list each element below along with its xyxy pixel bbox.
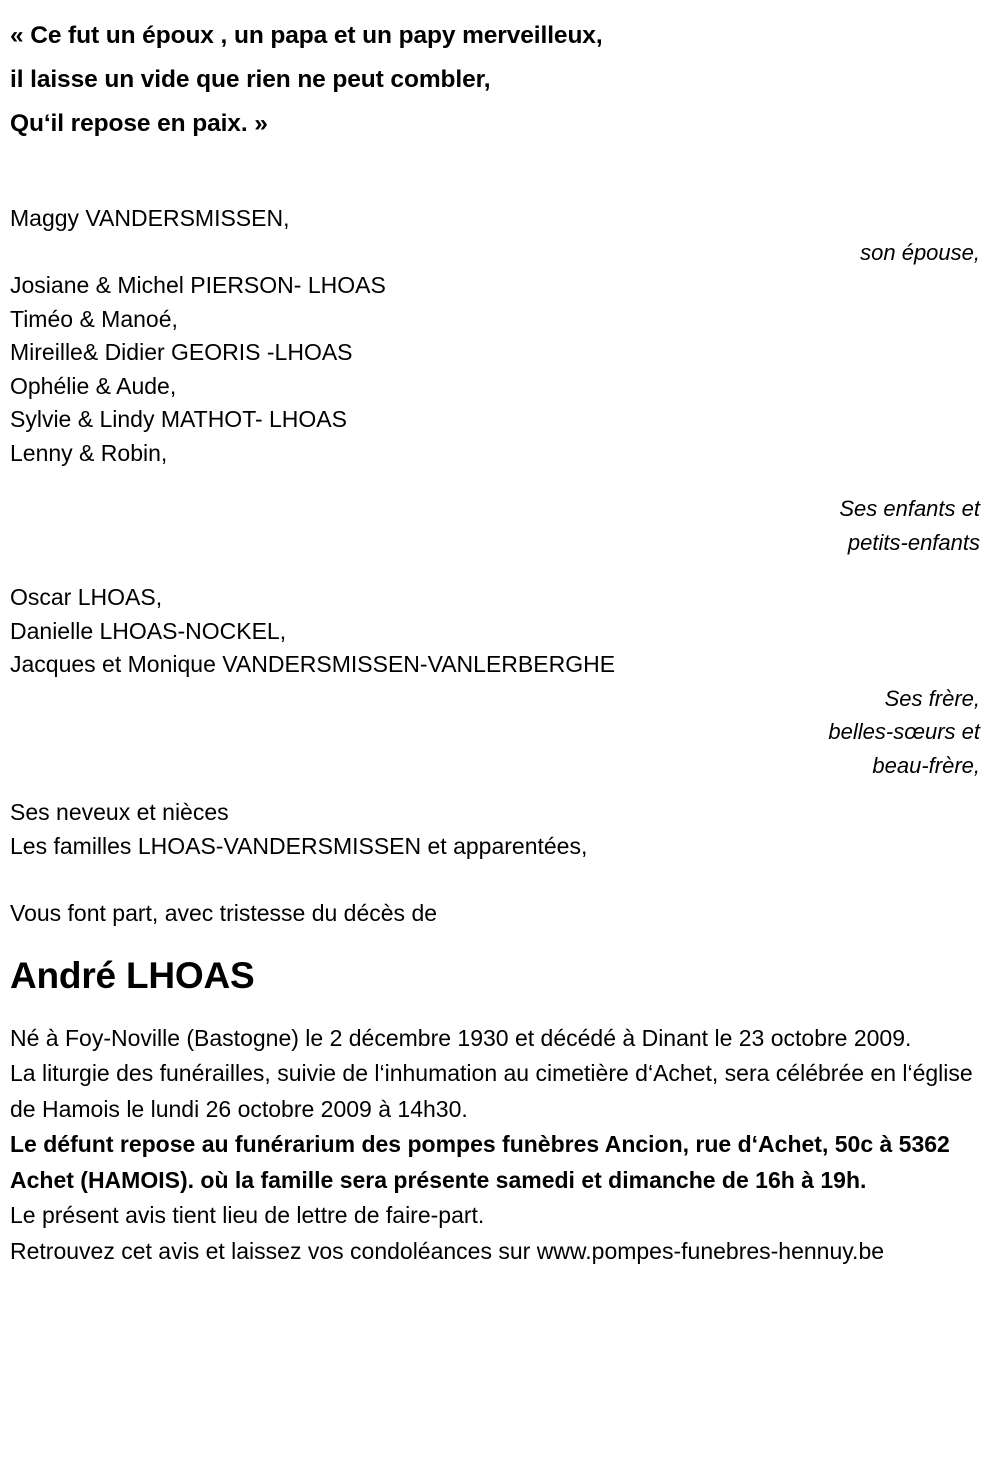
child-line-6: Lenny & Robin,	[10, 439, 168, 466]
spouse-section	[10, 202, 990, 269]
detail-funerarium: Le défunt repose au funérarium des pompes funèbres Ancion, rue d‘Achet, 50c à 5362 Achet (HAMOIS). où la famille sera présente samedi et dimanche de 16h à 19h.	[10, 1131, 950, 1193]
spouse-relation-line: son épouse,	[860, 239, 980, 265]
spouse-name: Maggy VANDERSMISSEN,	[10, 205, 290, 231]
detail-condolences: Retrouvez cet avis et laissez vos condoléances sur www.pompes-funebres-hennuy.be	[10, 1237, 885, 1264]
children-relation	[10, 492, 990, 559]
child-line-4: Ophélie & Aude,	[10, 372, 177, 399]
detail-birth-death: Né à Foy-Noville (Bastogne) le 2 décembre 1930 et décédé à Dinant le 23 octobre 2009.	[10, 1024, 912, 1051]
extended-family-line-1: Ses neveux et nièces	[10, 799, 229, 825]
siblings-relation-line-3: beau-frère,	[872, 752, 980, 778]
quote-line-3: Qu‘il repose en paix. »	[10, 110, 268, 137]
spouse-relation	[10, 236, 990, 270]
sibling-line-2: Danielle LHOAS-NOCKEL,	[10, 617, 287, 644]
spacer	[10, 470, 990, 492]
deceased-name: André LHOAS	[10, 954, 255, 996]
spacer	[10, 782, 990, 796]
children-relation-line-2: petits-enfants	[847, 529, 980, 555]
siblings-section	[10, 581, 990, 782]
siblings-relation	[10, 682, 990, 783]
child-line-1: Josiane & Michel PIERSON- LHOAS	[10, 272, 386, 298]
spacer	[10, 559, 990, 581]
extended-family-section	[10, 796, 990, 863]
opening-quote	[10, 0, 990, 146]
quote-line-1: « Ce fut un époux , un papa et un papy merveilleux,	[10, 22, 603, 49]
children-relation-line-1: Ses enfants et	[839, 496, 980, 521]
sibling-line-3: Jacques et Monique VANDERSMISSEN-VANLERBERGHE	[10, 651, 616, 677]
children-section	[10, 269, 990, 559]
spacer	[10, 863, 990, 897]
spacer	[10, 931, 990, 953]
siblings-relation-line-1: Ses frère,	[884, 685, 980, 711]
child-line-2: Timéo & Manoé,	[10, 305, 178, 332]
child-line-5: Sylvie & Lindy MATHOT- LHOAS	[10, 406, 347, 432]
sibling-line-1: Oscar LHOAS,	[10, 584, 163, 610]
spacer	[10, 146, 990, 180]
details-section	[10, 1021, 990, 1270]
quote-line-2: il laisse un vide que rien ne peut combler,	[10, 66, 491, 93]
spacer	[10, 999, 990, 1021]
siblings-relation-line-2: belles-sœurs et	[828, 719, 980, 744]
detail-ceremony: La liturgie des funérailles, suivie de l‘inhumation au cimetière d‘Achet, sera célébrée en l‘église de Hamois le lundi 26 octobre 2009 à 14h30.	[10, 1060, 973, 1122]
extended-family-line-2: Les familles LHOAS-VANDERSMISSEN et apparentées,	[10, 832, 588, 859]
detail-notice: Le présent avis tient lieu de lettre de faire-part.	[10, 1202, 485, 1228]
announcement-text: Vous font part, avec tristesse du décès de	[10, 900, 438, 926]
child-line-3: Mireille& Didier GEORIS -LHOAS	[10, 339, 353, 365]
